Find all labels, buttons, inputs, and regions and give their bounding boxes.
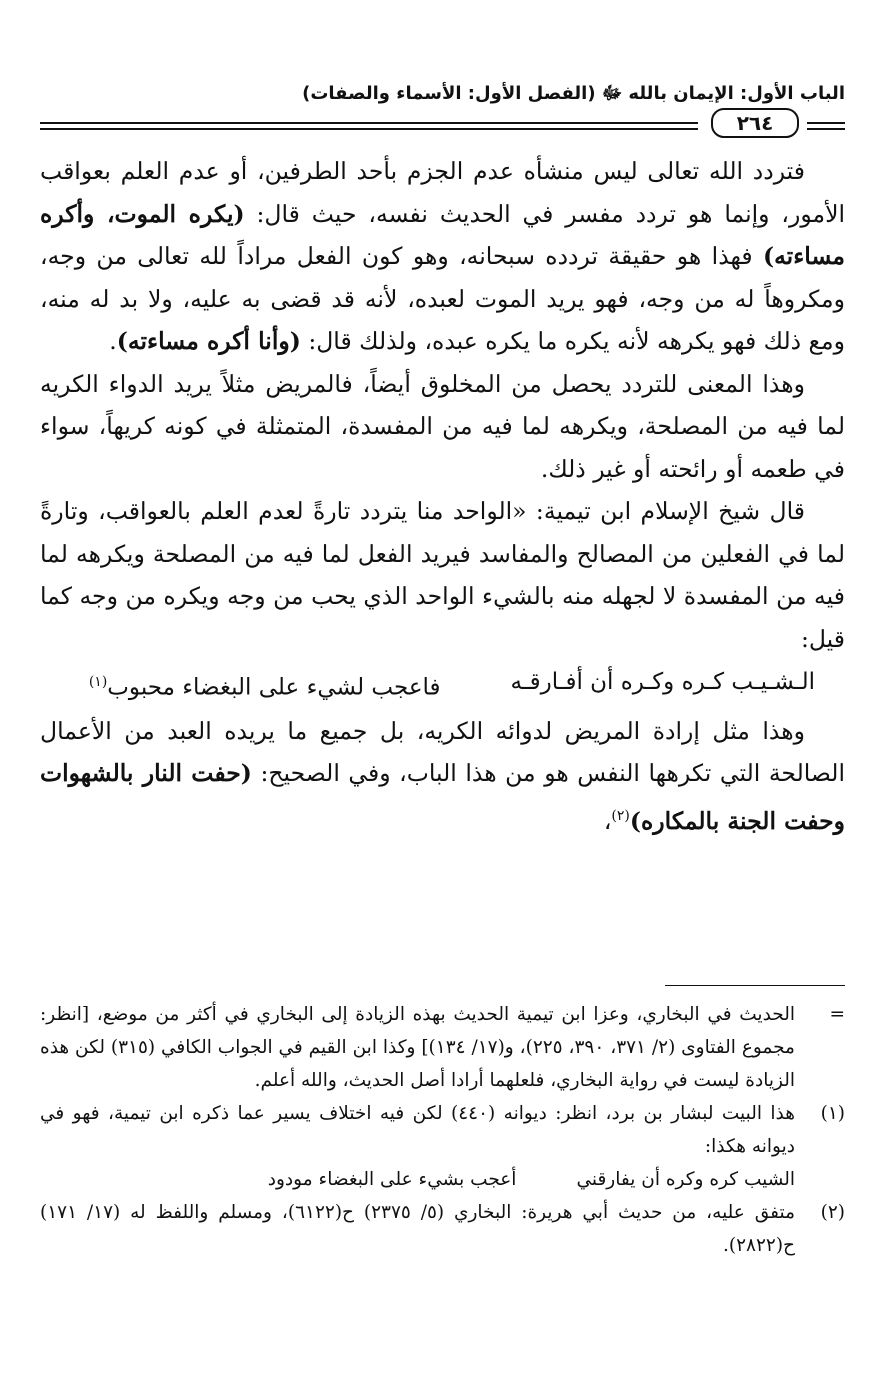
footnote-1-verse-second: أعجب بشيء على البغضاء مودود	[267, 1169, 517, 1190]
header-double-rule-top	[40, 122, 698, 124]
paragraph-4	[40, 710, 845, 842]
paragraph-4-text-c: ،	[603, 806, 612, 835]
footnote-continuation-mark: =	[829, 1004, 845, 1025]
verse-second-hemistich	[89, 660, 441, 710]
verse-second-hemistich-text: فاعجب لشيء على البغضاء محبوب	[107, 674, 441, 701]
footnote-1-verse-first: الشيب كره وكره أن يفارقني	[576, 1169, 795, 1190]
paragraph-1	[40, 150, 845, 363]
hadith-quote-1: (يكره الموت، وأكره مساءته)	[40, 199, 845, 270]
paragraph-2: وهذا المعنى للتردد يحصل من المخلوق أيضاً، فالمريض مثلاً يريد الدواء الكريه لما فيه من المصلحة، ويكرهه لما فيه من المفسدة، المتمثلة في كونه كريهاً، سواء في طعمه أو رائحته أو غير ذلك.	[40, 369, 845, 483]
footnote-separator	[665, 985, 845, 986]
paragraph-1-text-c: فهذا هو حقيقة تردده سبحانه، وهو كون الفعل مراداً لله تعالى من وجه، ومكروهاً له من وجه، فهو يريد الموت لعبده، لأنه قد قضى به عليه، ولا بد له منه، ومع ذلك فهو يكرهه لأنه يكره ما يكره عبده، ولذلك قال:	[40, 242, 845, 355]
hadith-quote-2: (وأنا أكره مساءته)	[116, 327, 301, 355]
paragraph-1-text-a: فتردد الله تعالى ليس منشأه عدم الجزم بأحد الطرفين، أو عدم العلم بعواقب الأمور، وإنما هو تردد مفسر في الحديث نفسه، حيث قال:	[40, 157, 845, 228]
verse-first-hemistich: الـشـيـب كـره وكـره أن أفـارقـه	[510, 669, 815, 695]
footnote-1	[40, 1097, 845, 1196]
footnote-ref-1[interactable]: (١)	[88, 674, 108, 690]
header-short-rule-bottom	[807, 128, 845, 130]
running-head: الباب الأول: الإيمان بالله ﷻ (الفصل الأول: الأسماء والصفات)	[302, 83, 845, 104]
footnote-1-body	[40, 1097, 795, 1196]
footnote-ref-2[interactable]: (٢)	[611, 807, 630, 824]
poetry-verse	[40, 660, 845, 710]
header-double-rule-bottom	[40, 128, 698, 130]
hadith-quote-3: (حفت النار بالشهوات وحفت الجنة بالمكاره)	[40, 759, 845, 835]
paragraph-4-text-a: وهذا مثل إرادة المريض لدوائه الكريه، بل جميع ما يريده العبد من الأعمال الصالحة التي تكرهها النفس هو من هذا الباب، وفي الصحيح:	[40, 716, 845, 788]
header-short-rule-top	[807, 122, 845, 124]
footnote-1-text: هذا البيت لبشار بن برد، انظر: ديوانه (٤٤٠) لكن فيه اختلاف يسير عما ذكره ابن تيمية، فهو في ديوانه هكذا:	[40, 1103, 795, 1157]
paragraph-3: قال شيخ الإسلام ابن تيمية: «الواحد منا يتردد تارةً لعدم العلم بالعواقب، وتارةً لما في الفعلين من المصالح والمفاسد فيريد الفعل لما فيه من المصلحة ويكرهه لما فيه من المفسدة لا لجهله منه بالشيء الواحد الذي يحب من وجه ويكره من وجه كما قيل:	[40, 497, 845, 653]
header-rule	[40, 108, 845, 142]
footnote-2	[40, 1196, 845, 1262]
footnote-continuation	[40, 998, 845, 1097]
footnotes	[40, 998, 845, 1262]
footnote-continuation-text: الحديث في البخاري، وعزا ابن تيمية الحديث بهذه الزيادة إلى البخاري في أكثر من موضع، [انظر: مجموع الفتاوى (٢/ ٣٧١، ٣٩٠، ٢٢٥)، و(١٧/ ١٣٤)] وكذا ابن القيم في الجواب الكافي (٣١٥) لكن هذه الزيادة ليست في رواية البخاري، فلعلهما أرادا أصل الحديث، والله أعلم.	[40, 1004, 795, 1091]
main-text	[40, 150, 845, 842]
footnote-2-mark: (٢)	[820, 1202, 845, 1223]
footnote-2-text: متفق عليه، من حديث أبي هريرة: البخاري (٥/ ٢٣٧٥) ح(٦١٢٢)، ومسلم واللفظ له (١٧/ ١٧١) ح(٢٨٢٢).	[40, 1202, 795, 1256]
footnote-1-mark: (١)	[820, 1103, 845, 1124]
footnote-1-verse	[40, 1163, 795, 1196]
paragraph-1-text-e: .	[109, 327, 117, 355]
page-number: ٢٦٤	[711, 108, 799, 138]
